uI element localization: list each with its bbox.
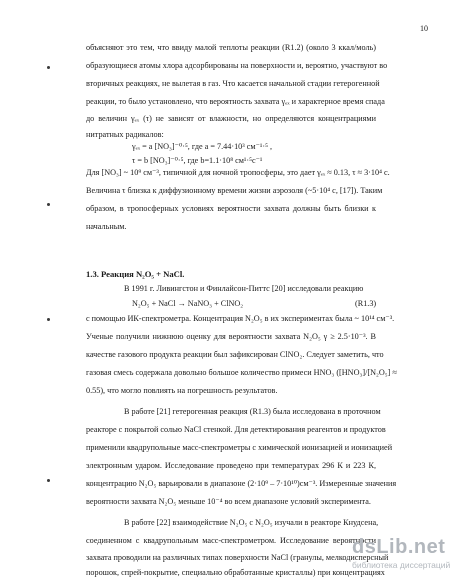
scan-mark [47,66,50,69]
text-line: соединенном с квадрупольным масс-спектрометром. Исследование вероятности [86,536,376,545]
text-line: вторичных реакциях, не вылетая в газ. Что касается начальной стадии гетерогенной [86,79,380,88]
watermark-logo: dsLib.net [352,536,446,558]
formula-line: τ = b [NO₃]⁻⁰·⁵, где b=1.1·10⁸ см¹·⁵с⁻¹ [132,156,263,165]
formula-line: γₑₓ = a [NO₃]⁻⁰·⁵, где a = 7.44·10³ см⁻¹·⁵ , [132,142,273,151]
text-line: В работе [21] гетерогенная реакция (R1.3) была исследована в проточном [124,407,381,416]
text-line: с помощью ИК-спектрометра. Концентрация N₂O₅ в их экспериментах была ~ 10¹⁴ см⁻³. [86,314,395,323]
text-line: реакторе с покрытой солью NaCl стенкой. Для детектирования реагентов и продуктов [86,425,386,434]
text-line: образующиеся атомы хлора адсорбированы на поверхности и, вероятно, участвуют во [86,61,388,70]
text-line: захвата проводили на различных типах поверхности NaCl (гранулы, мелкодисперсный [86,553,389,562]
text-line: газовая смесь содержала довольно большое количество примеси HNO₃ ([HNO₃]/[N₂O₅] ≈ [86,368,397,377]
equation-number: (R1.3) [355,299,377,308]
scan-mark [47,203,50,206]
text-line: объясняют это тем, что ввиду малой теплоты реакции (R1.2) (около 3 ккал/моль) [86,43,376,52]
text-line: нитратных радикалов: [86,130,164,139]
text-line: до величин γₑₓ (τ) не зависят от влажности, но определяются концентрациями [86,114,376,123]
text-line: порошок, спрей-покрытие, специально обработанные кристаллы) при концентрациях [86,568,385,577]
equation: N₂O₅ + NaCl → NaNO₃ + ClNO₂ [132,299,244,308]
page-number: 10 [420,24,428,33]
watermark [352,536,448,572]
text-line: Ученые получили нижнюю оценку для вероятности захвата N₂O₅ γ ≥ 2.5·10⁻³. В [86,332,376,341]
text-line: 0.55), что могло повлиять на погрешность результатов. [86,386,278,395]
text-line: концентрацию N₂O₅ варьировали в диапазоне (2·10⁹ – 7·10¹⁰)см⁻³. Измеренные значения [86,479,397,488]
text-line: реакции, то было установлено, что вероятность захвата γₑₓ и характерное время спада [86,97,385,106]
text-line: качестве газового продукта реакции был зафиксирован ClNO₂. Следует заметить, что [86,350,384,359]
text-line: начальным. [86,222,127,231]
text-line: Для [NO₃] ~ 10⁹ см⁻³, типичной для ночной тропосферы, это дает γₑₓ ≈ 0.13, τ ≈ 3·10⁴ с. [86,168,390,177]
text-line: Величина τ близка к диффузионному времени жизни аэрозоля (~5·10⁴ с, [17]). Таким [86,186,383,195]
text-line: вероятности захвата N₂O₅ меньше 10⁻⁴ во всем диапазоне условий эксперимента. [86,497,371,506]
text-line: В 1991 г. Ливингстон и Финлайсон-Питтс [20] исследовали реакцию [124,284,364,293]
scan-mark [47,479,50,482]
text-line: образом, в тропосферных условиях вероятности захвата должны быть близки к [86,204,376,213]
text-line: электронным ударом. Исследование проведено при температурах 296 К и 223 К, [86,461,376,470]
text-line: В работе [22] взаимодействие N₂O₅ с N₂O₅ изучали в реакторе Кнудсена, [124,518,379,527]
section-heading: 1.3. Реакция N₂O₅ + NaCl. [86,269,185,279]
text-line: применили квадрупольные масс-спектрометры с химической ионизацией и ионизацией [86,443,393,452]
watermark-subtitle: библиотека диссертаций [352,560,450,570]
scan-mark [47,318,50,321]
